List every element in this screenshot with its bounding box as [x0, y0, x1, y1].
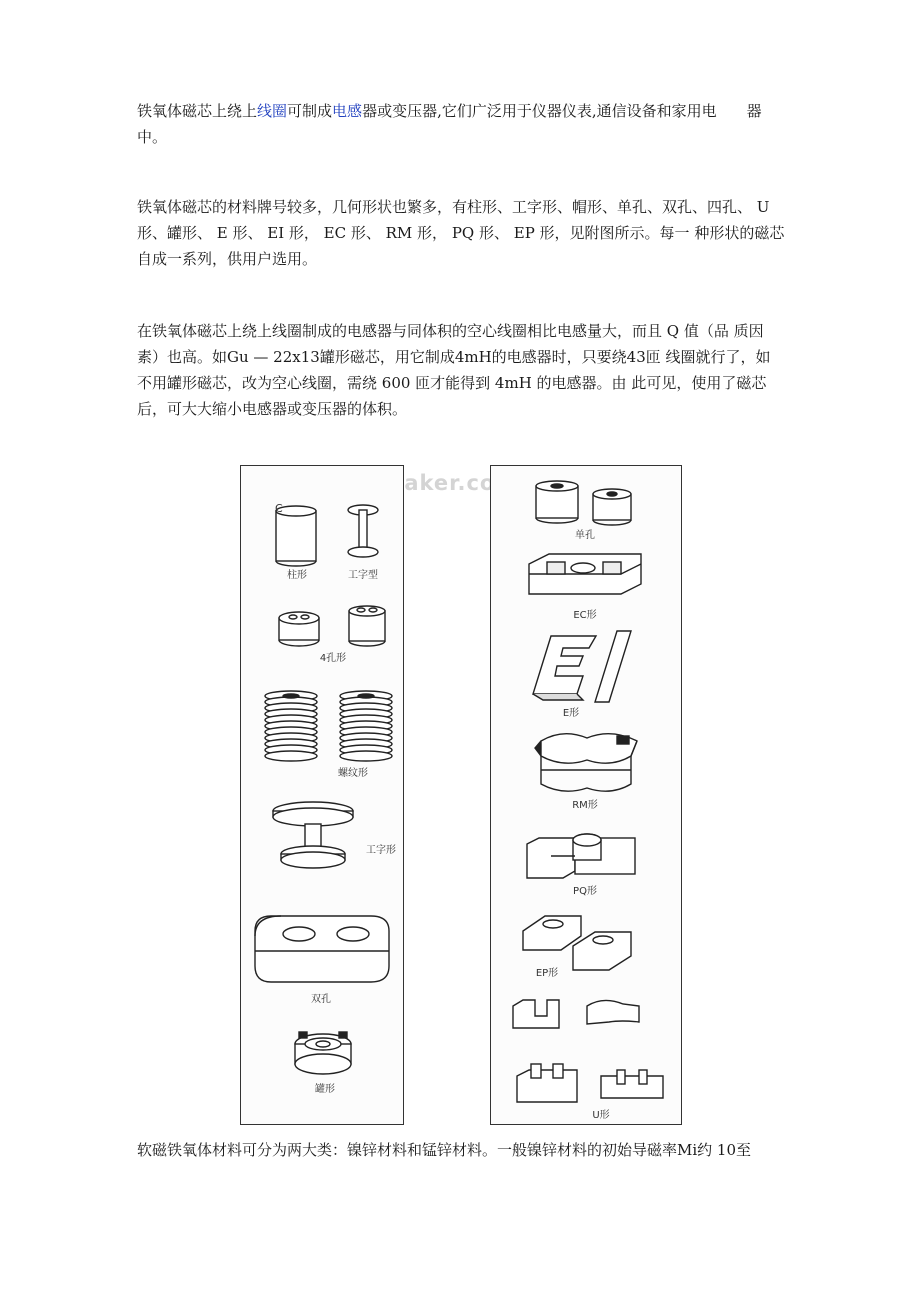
- caption-u: U形: [592, 1110, 610, 1121]
- caption-pq: PQ形: [573, 886, 597, 897]
- single-hole-core-drawing: [536, 481, 631, 525]
- spool-core-drawing: [348, 505, 378, 557]
- text-segment: 器或变压器,它们广泛用于仪器仪表,通信设备和家用电 器中。: [137, 102, 762, 146]
- paragraph-inductor: 在铁氧体磁芯上绕上线圈制成的电感器与同体积的空心线圈相比电感量大，而且 Q 值（品 质因素）也高。如Gu — 22x13罐形磁芯，用它制成4mH的电感器时，只要绕43匝 线圈就行了，如不用罐形磁芯，改为空心线圈，需绕 600 匝才能得到 4mH 的电感器。由 此可见，使用了磁芯后，可大大缩小电感器或变压器的体积。: [137, 322, 771, 418]
- i-shape-core-drawing: [273, 802, 353, 868]
- four-hole-core-drawing: [279, 606, 385, 646]
- letter-c: C: [275, 502, 283, 515]
- ei-core-drawing: [533, 631, 631, 702]
- thread-disk: [340, 751, 392, 761]
- double-hole-core-drawing: [255, 916, 389, 982]
- core-shapes-figure: [240, 465, 682, 1125]
- caption-single-hole: 单孔: [575, 530, 595, 541]
- rm-core-drawing: [535, 734, 637, 792]
- caption-spool: 工字型: [348, 570, 378, 581]
- caption-double-hole: 双孔: [311, 994, 331, 1005]
- thread-hole: [283, 694, 299, 698]
- right-panel-drawings: [491, 466, 681, 1124]
- caption-ec: EC形: [573, 610, 597, 621]
- cylinder-core-drawing: [276, 506, 316, 566]
- thread-hole: [358, 694, 374, 698]
- left-panel-drawings: [241, 466, 403, 1124]
- pq-core-drawing: [527, 834, 635, 878]
- threaded-core-drawing: [265, 691, 392, 761]
- right-panel: [490, 465, 682, 1125]
- paragraph-materials: 软磁铁氧体材料可分为两大类：镍锌材料和锰锌材料。一般镍锌材料的初始导磁率Mi约 10至: [137, 1141, 752, 1159]
- caption-cylinder: 柱形: [287, 570, 307, 581]
- caption-threaded: 螺纹形: [338, 768, 368, 779]
- caption-pot: 罐形: [315, 1084, 335, 1095]
- text-segment: 可制成: [287, 102, 333, 120]
- pot-core-drawing: [295, 1032, 351, 1074]
- ep-core-drawing: [523, 916, 631, 970]
- caption-four-hole: 4孔形: [319, 653, 347, 664]
- u-core-drawing: [513, 1000, 663, 1102]
- inductance-link[interactable]: 电感: [332, 102, 363, 120]
- caption-rm: RM形: [572, 800, 598, 811]
- ec-core-drawing: [529, 554, 641, 594]
- caption-ep: EP形: [535, 968, 559, 979]
- text-segment: 铁氧体磁芯上绕上: [137, 102, 258, 120]
- coil-link[interactable]: 线圈: [257, 102, 288, 120]
- paragraph-shapes: 铁氧体磁芯的材料牌号较多，几何形状也繁多，有柱形、工字形、帽形、单孔、双孔、四孔、 U形、罐形、 E 形、 EI 形， EC 形、 RM 形， PQ 形、 EP 形，见附图所示。每一 种形状的磁芯自成一系列，供用户选用。: [137, 198, 785, 268]
- caption-i-shape: 工字形: [366, 845, 396, 856]
- left-panel: [240, 465, 404, 1125]
- paragraph-intro: [137, 98, 785, 150]
- caption-e: E形: [562, 708, 580, 719]
- thread-disk: [265, 751, 317, 761]
